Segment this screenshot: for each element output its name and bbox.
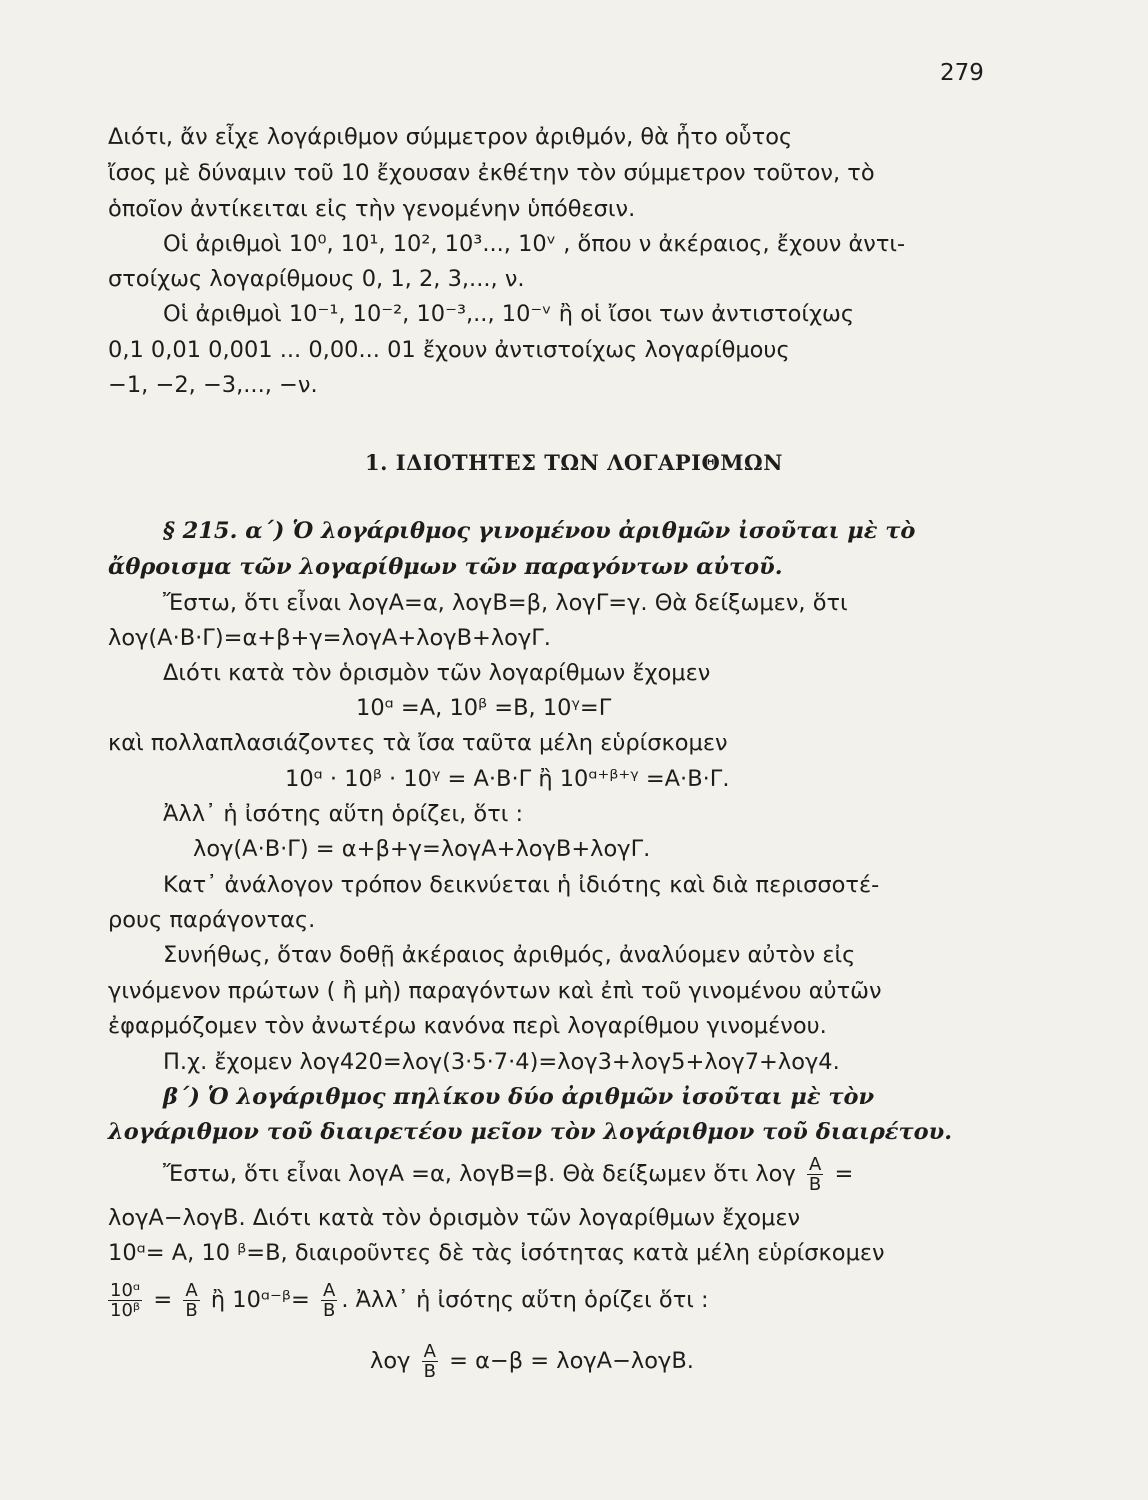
text-line: ἴσος μὲ δύναμιν τοῦ 10 ἔχουσαν ἐκθέτην τὸν σύμμετρον τοῦτον, τὸ [108,160,875,186]
formula-line: Π.χ. ἔχομεν λογ420=λογ(3·5·7·4)=λογ3+λογ5+λογ7+λογ4. [163,1049,840,1075]
fraction-powers [108,1281,142,1320]
denominator: Β [808,1174,822,1195]
formula-line: 10ᵅ · 10ᵝ · 10ᵞ = Α·Β·Γ ἢ 10ᵅ⁺ᵝ⁺ᵞ =Α·Β·Γ. [285,766,730,792]
line-text: Ἔστω, ὅτι εἶναι λογΑ =α, λογΒ=β. Θὰ δείξωμεν ὅτι λογ [163,1161,796,1187]
page-number: 279 [940,60,984,86]
text-line: 0,1 0,01 0,001 ... 0,00... 01 ἔχουν ἀντιστοίχως λογαρίθμους [108,337,790,363]
line-text: λογ [370,1348,411,1374]
text-line [108,122,970,152]
text-line: γινόμενον πρώτων ( ἢ μὴ) παραγόντων καὶ ἐπὶ τοῦ γινομένου αὐτῶν [108,978,882,1004]
rule-title: β΄) Ὁ λογάριθμος πηλίκου δύο ἀριθμῶν ἰσοῦται μὲ τὸν [163,1084,875,1110]
text-line [163,1155,1025,1194]
formula-line: 10ᵅ =Α, 10ᵝ =Β, 10ᵞ=Γ [356,695,612,721]
formula-line [370,1342,1148,1381]
fraction-a-over-b [183,1281,199,1320]
section-heading: 1. ΙΔΙΟΤΗΤΕΣ ΤΩΝ ΛΟΓΑΡΙΘΜΩΝ [365,450,783,475]
fraction-a-over-b [807,1155,823,1194]
denominator: Β [423,1361,436,1382]
fraction-a-over-b [321,1281,337,1320]
formula-line: 10ᵅ= Α, 10 ᵝ=Β, διαιροῦντες δὲ τὰς ἰσότητας κατὰ μέλη εὑρίσκομεν [108,1240,885,1266]
equals-sign: = [834,1161,854,1187]
text-line: καὶ πολλαπλασιάζοντες τὰ ἴσα ταῦτα μέλη εὑρίσκομεν [108,730,728,756]
text-line: στοίχως λογαρίθμους 0, 1, 2, 3,..., ν. [108,266,525,292]
text-line: ἐφαρμόζομεν τὸν ἀνωτέρω κανόνα περὶ λογαρίθμου γινομένου. [108,1013,827,1039]
numerator: Α [321,1281,337,1301]
text-line: λογΑ−λογΒ. Διότι κατὰ τὸν ὁρισμὸν τῶν λογαρίθμων ἔχομεν [108,1205,801,1231]
rule-title: § 215. α΄) Ὁ λογάριθμος γινομένου ἀριθμῶν ἰσοῦται μὲ τὸ [163,518,916,544]
text-line: Διότι κατὰ τὸν ὁρισμὸν τῶν λογαρίθμων ἔχομεν [163,660,711,686]
numerator: Α [183,1281,199,1301]
text-line: Κατ᾽ ἀνάλογον τρόπον δεικνύεται ἡ ἰδιότης καὶ διὰ περισσοτέ- [163,872,880,898]
formula-line: λογ(Α·Β·Γ)=α+β+γ=λογΑ+λογΒ+λογΓ. [108,625,551,651]
equals-sign: = [153,1287,173,1313]
denominator: Β [185,1300,198,1321]
numerator: Α [422,1342,438,1362]
text-line: Οἱ ἀριθμοὶ 10⁰, 10¹, 10², 10³..., 10ᵛ , ὅπου ν ἀκέραιος, ἔχουν ἀντι- [163,231,906,257]
text-line: Ἀλλ᾽ ἡ ἰσότης αὕτη ὁρίζει, ὅτι : [163,801,524,827]
line-text: . Ἀλλ᾽ ἡ ἰσότης αὕτη ὁρίζει ὅτι : [341,1287,709,1313]
denominator: Β [322,1300,336,1321]
text-line: Ἔστω, ὅτι εἶναι λογΑ=α, λογΒ=β, λογΓ=γ. Θὰ δείξωμεν, ὅτι [163,590,848,616]
line-text: = α−β = λογΑ−λογΒ. [449,1348,694,1374]
formula-line [108,1281,970,1320]
formula-line: λογ(Α·Β·Γ) = α+β+γ=λογΑ+λογΒ+λογΓ. [193,836,651,862]
numerator: Α [807,1155,823,1175]
text-line: ὁποῖον ἀντίκειται εἰς τὴν γενομένην ὑπόθεσιν. [108,196,636,222]
text-line: Οἱ ἀριθμοὶ 10⁻¹, 10⁻², 10⁻³,.., 10⁻ᵛ ἢ οἱ ἴσοι των ἀντιστοίχως [163,301,855,327]
text-line: Συνήθως, ὅταν δοθῇ ἀκέραιος ἀριθμός, ἀναλύομεν αὐτὸν εἰς [163,942,856,968]
text-line: ρους παράγοντας. [108,907,316,933]
numerator: 10ᵅ [110,1280,141,1301]
rule-title: λογάριθμον τοῦ διαιρετέου μεῖον τὸν λογάριθμον τοῦ διαιρέτου. [108,1119,953,1145]
denominator: 10ᵝ [110,1300,141,1321]
line-text: ἢ 10ᵅ⁻ᵝ= [210,1287,310,1313]
line-text: Διότι, ἄν εἶχε λογάριθμον σύμμετρον ἀριθμόν, θὰ ἦτο οὗτος [108,124,793,150]
rule-title: ἄθροισμα τῶν λογαρίθμων τῶν παραγόντων αὐτοῦ. [108,554,783,580]
fraction-a-over-b [422,1342,438,1381]
text-line: −1, −2, −3,..., −ν. [108,372,318,398]
